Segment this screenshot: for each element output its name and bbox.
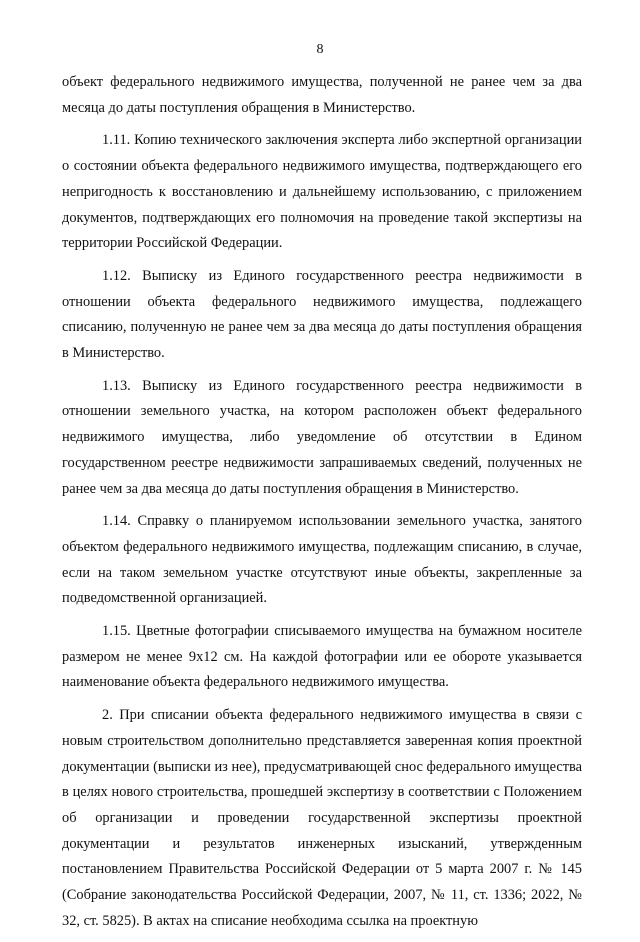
paragraph-1-11: 1.11. Копию технического заключения эксперта либо экспертной организации о состоянии объекта федерального недвижимого имущества, подтверждающего его непригодность к восстановлению и дальнейшему использованию, с приложением документов, подтверждающих его полномочия на проведение такой экспертизы на территории Российской Федерации. <box>62 132 582 252</box>
paragraph-2: 2. При списании объекта федерального недвижимого имущества в связи с новым строительством дополнительно представляется заверенная копия проектной документации (выписки из нее), предусматривающей снос федерального имущества в целях нового строительства, прошедшей экспертизу в соответствии с Положением об организации и проведении государственной экспертизы проектной документации и результатов инженерных изысканий, утвержденным постановлением Правительства Российской Федерации от 5 марта 2007 г. № 145 (Собрание законодательства Российской Федерации, 2007, № 11, ст. 1336; 2022, № 32, ст. 5825). В актах на списание необходима ссылка на проектную <box>62 707 582 929</box>
document-body <box>62 70 582 942</box>
paragraph-1-12: 1.12. Выписку из Единого государственного реестра недвижимости в отношении объекта федерального недвижимого имущества, подлежащего списанию, полученную не ранее чем за два месяца до даты поступления обращения в Министерство. <box>62 267 582 362</box>
paragraph-1-13: 1.13. Выписку из Единого государственного реестра недвижимости в отношении земельного участка, на котором расположен объект федерального недвижимого имущества, либо уведомление об отсутствии в Едином государственном реестре недвижимости запрашиваемых сведений, полученных не ранее чем за два месяца до даты поступления обращения в Министерство. <box>62 377 582 497</box>
paragraph-1-15: 1.15. Цветные фотографии списываемого имущества на бумажном носителе размером не менее 9x12 см. На каждой фотографии или ее обороте указывается наименование объекта федерального недвижимого имущества. <box>62 623 582 691</box>
paragraph-1-14: 1.14. Справку о планируемом использовании земельного участка, занятого объектом федерального недвижимого имущества, подлежащим списанию, в случае, если на таком земельном участке отсутствуют иные объекты, закрепленные за подведомственной организацией. <box>62 513 582 607</box>
page-number: 8 <box>316 42 324 57</box>
paragraph-continuation: объект федерального недвижимого имущества, полученной не ранее чем за два месяца до даты поступления обращения в Министерство. <box>62 74 582 116</box>
